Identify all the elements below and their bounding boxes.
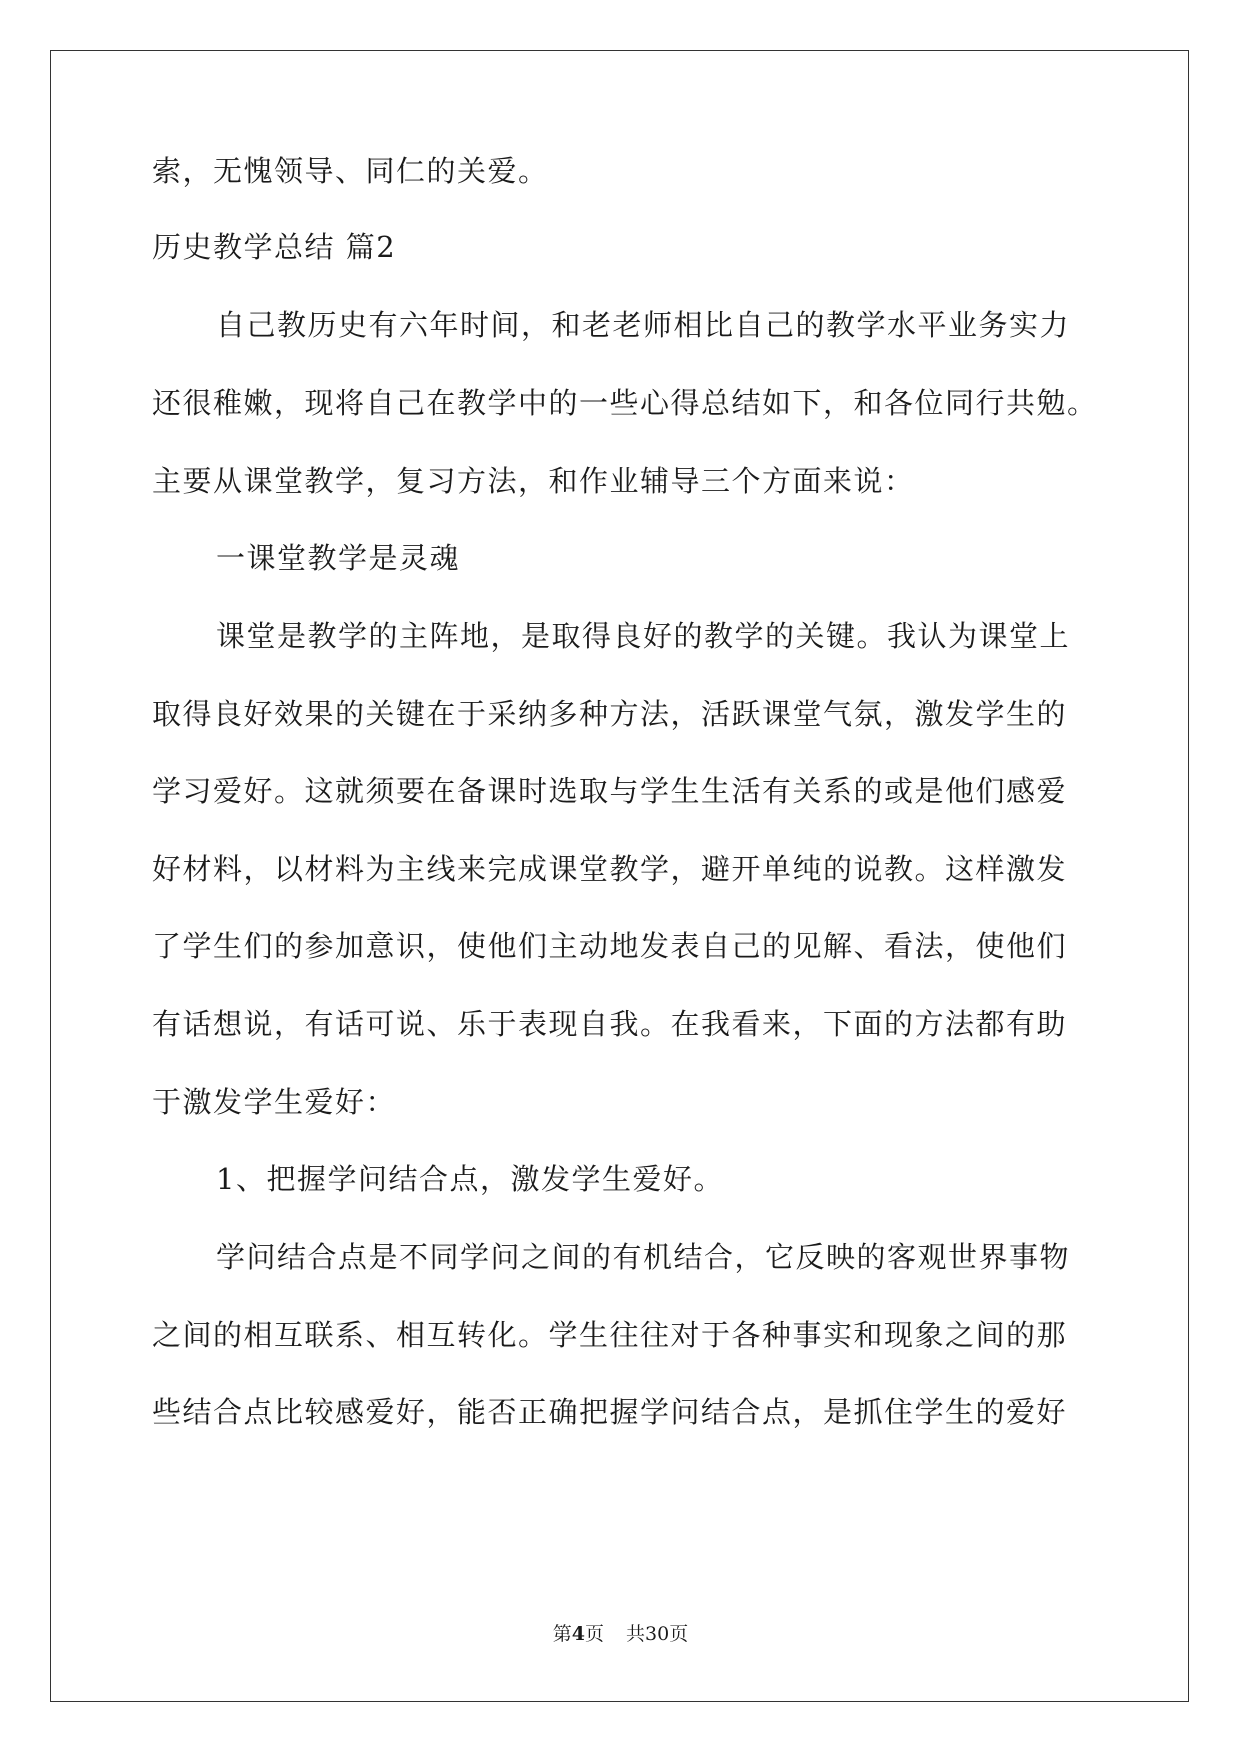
section-heading: 历史教学总结 篇2 [152,230,397,264]
total-pages: 30 [645,1623,670,1645]
paragraph-line: 课堂是教学的主阵地，是取得良好的教学的关键。我认为课堂上 [216,619,1071,653]
total-prefix: 共 [626,1623,646,1645]
paragraph-line: 了学生们的参加意识，使他们主动地发表自己的见解、看法，使他们 [152,929,1068,963]
page-number: 4 [571,1623,585,1645]
paragraph-line: 好材料，以材料为主线来完成课堂教学，避开单纯的说教。这样激发 [152,852,1068,886]
paragraph-line: 取得良好效果的关键在于采纳多种方法，活跃课堂气氛，激发学生的 [152,697,1068,731]
body-line-continuation: 索，无愧领导、同仁的关爱。 [152,154,549,188]
paragraph-line: 学习爱好。这就须要在备课时选取与学生生活有关系的或是他们感爱 [152,774,1068,808]
page-suffix: 页 [585,1623,605,1645]
paragraph-line: 之间的相互联系、相互转化。学生往往对于各种事实和现象之间的那 [152,1318,1068,1352]
paragraph-line: 学问结合点是不同学问之间的有机结合，它反映的客观世界事物 [216,1240,1071,1274]
paragraph-line: 于激发学生爱好： [152,1085,397,1119]
paragraph-line: 主要从课堂教学，复习方法，和作业辅导三个方面来说： [152,464,915,498]
total-suffix: 页 [669,1623,689,1645]
paragraph-line: 还很稚嫩，现将自己在教学中的一些心得总结如下，和各位同行共勉。 [152,386,1098,420]
list-item: 1、把握学问结合点，激发学生爱好。 [216,1162,724,1196]
page-footer [0,1622,1241,1646]
paragraph-line: 有话想说，有话可说、乐于表现自我。在我看来，下面的方法都有助 [152,1007,1068,1041]
page-prefix: 第 [552,1623,572,1645]
paragraph-line: 些结合点比较感爱好，能否正确把握学问结合点，是抓住学生的爱好 [152,1395,1068,1429]
subheading: 一课堂教学是灵魂 [216,541,461,575]
paragraph-line: 自己教历史有六年时间，和老老师相比自己的教学水平业务实力 [216,308,1071,342]
